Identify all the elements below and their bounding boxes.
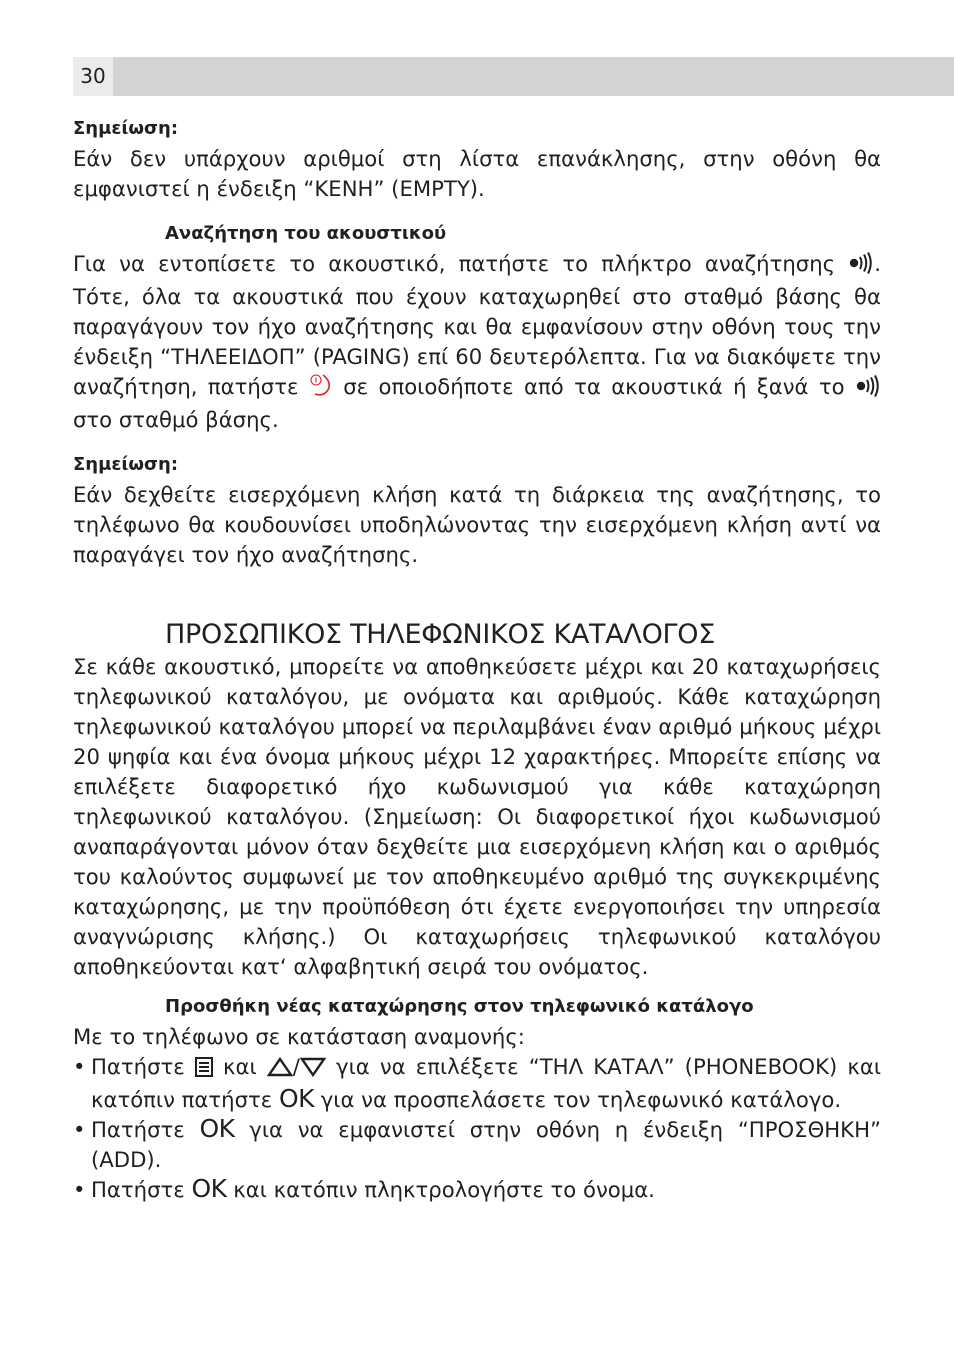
- paging-icon: [848, 252, 874, 282]
- note-title: Σημείωση:: [73, 118, 179, 139]
- page-number: 30: [73, 57, 113, 96]
- ok-key-label: OK: [278, 1084, 315, 1113]
- ok-key-label: OK: [191, 1174, 227, 1203]
- paging-icon: [855, 375, 881, 405]
- note-text: Εάν δεν υπάρχουν αριθμοί στη λίστα επανάκλησης, στην οθόνη θα εμφανιστεί η ένδειξη “ΚΕΝΗ” (EMPTY).: [73, 146, 881, 201]
- bullet: •: [73, 1177, 86, 1202]
- phonebook-text: Σε κάθε ακουστικό, μπορείτε να αποθηκεύσετε μέχρι και 20 καταχωρήσεις τηλεφωνικού καταλόγου, με ονόματα και αριθμούς. Κάθε καταχώρηση τηλεφωνικού καταλόγου μπορεί να περιλαμβάνει έναν αριθμό μήκους μέχρι 20 ψηφία και ένα όνομα μήκους μέχρι 12 χαρακτήρες. Μπορείτε επίσης να επιλέξετε διαφορετικό ήχο κωδωνισμού για κάθε καταχώρηση τηλεφωνικού καταλόγου. (Σημείωση: Οι διαφορετικοί ήχοι κωδωνισμού αναπαράγονται μόνον όταν δεχθείτε μια εισερχόμενη κλήση και ο αριθμός του καλούντος συμφωνεί με τον αποθηκευμένο αριθμό της συγκεκριμένης καταχώρησης, με την προϋπόθεση ότι έχετε ενεργοποιήσει την υπηρεσία αναγνώρισης κλήσης.) Οι καταχωρήσεις τηλεφωνικού καταλόγου αποθηκεύονται κατ‘ αλφαβητική σειρά του ονόματος.: [73, 654, 881, 979]
- paging-text: Για να εντοπίσετε το ακουστικό, πατήστε το πλήκτρο αναζήτησης . Τότε, όλα τα ακουστικά που έχουν καταχωρηθεί στο σταθμό βάσης θα παραγάγουν τον ήχο αναζήτησης και θα εμφανίσουν στην οθόνη τους την ένδειξη “ΤΗΛΕΕΙΔΟΠ” (PAGING) επί 60 δευτερόλεπτα. Για να διακόψετε την αναζήτηση, πατήστε σε οποιοδήποτε από τα ακουστικά ή ξανά το στο σταθμό βάσης.: [73, 251, 881, 432]
- section-title: ΠΡΟΣΩΠΙΚΟΣ ΤΗΛΕΦΩΝΙΚΟΣ ΚΑΤΑΛΟΓΟΣ: [165, 619, 715, 650]
- add-entry-heading: Προσθήκη νέας καταχώρησης στον τηλεφωνικό κατάλογο: [165, 996, 754, 1017]
- bullet: •: [73, 1054, 86, 1079]
- bullet: •: [73, 1117, 86, 1142]
- list-item: • Πατήστε και / για να επιλέξετε “ΤΗΛ ΚΑΤΑΛ” (PHONEBOOK) και κατόπιν πατήστε OK για να προσπελάσετε τον τηλεφωνικό κατάλογο.: [73, 1054, 881, 1113]
- add-entry-intro: Με το τηλέφωνο σε κατάσταση αναμονής:: [73, 1024, 525, 1049]
- note-text: Εάν δεχθείτε εισερχόμενη κλήση κατά τη διάρκεια της αναζήτησης, το τηλέφωνο θα κουδουνίσει υποδηλώνοντας την εισερχόμενη κλήση αντί να παραγάγει τον ήχο αναζήτησης.: [73, 482, 881, 567]
- paging-heading: Αναζήτηση του ακουστικού: [165, 223, 447, 244]
- list-item: • Πατήστε OK για να εμφανιστεί στην οθόνη η ένδειξη “ΠΡΟΣΘΗΚΗ” (ADD).: [73, 1114, 881, 1172]
- end-call-icon: [309, 373, 333, 405]
- down-arrow-icon: [300, 1055, 326, 1085]
- note-title: Σημείωση:: [73, 454, 179, 475]
- list-item: • Πατήστε OK και κατόπιν πληκτρολογήστε το όνομα.: [73, 1174, 655, 1203]
- header-bar: [73, 57, 954, 96]
- ok-key-label: OK: [199, 1114, 235, 1143]
- menu-icon: [195, 1055, 213, 1085]
- page-content: [73, 114, 881, 1205]
- up-arrow-icon: [267, 1055, 293, 1085]
